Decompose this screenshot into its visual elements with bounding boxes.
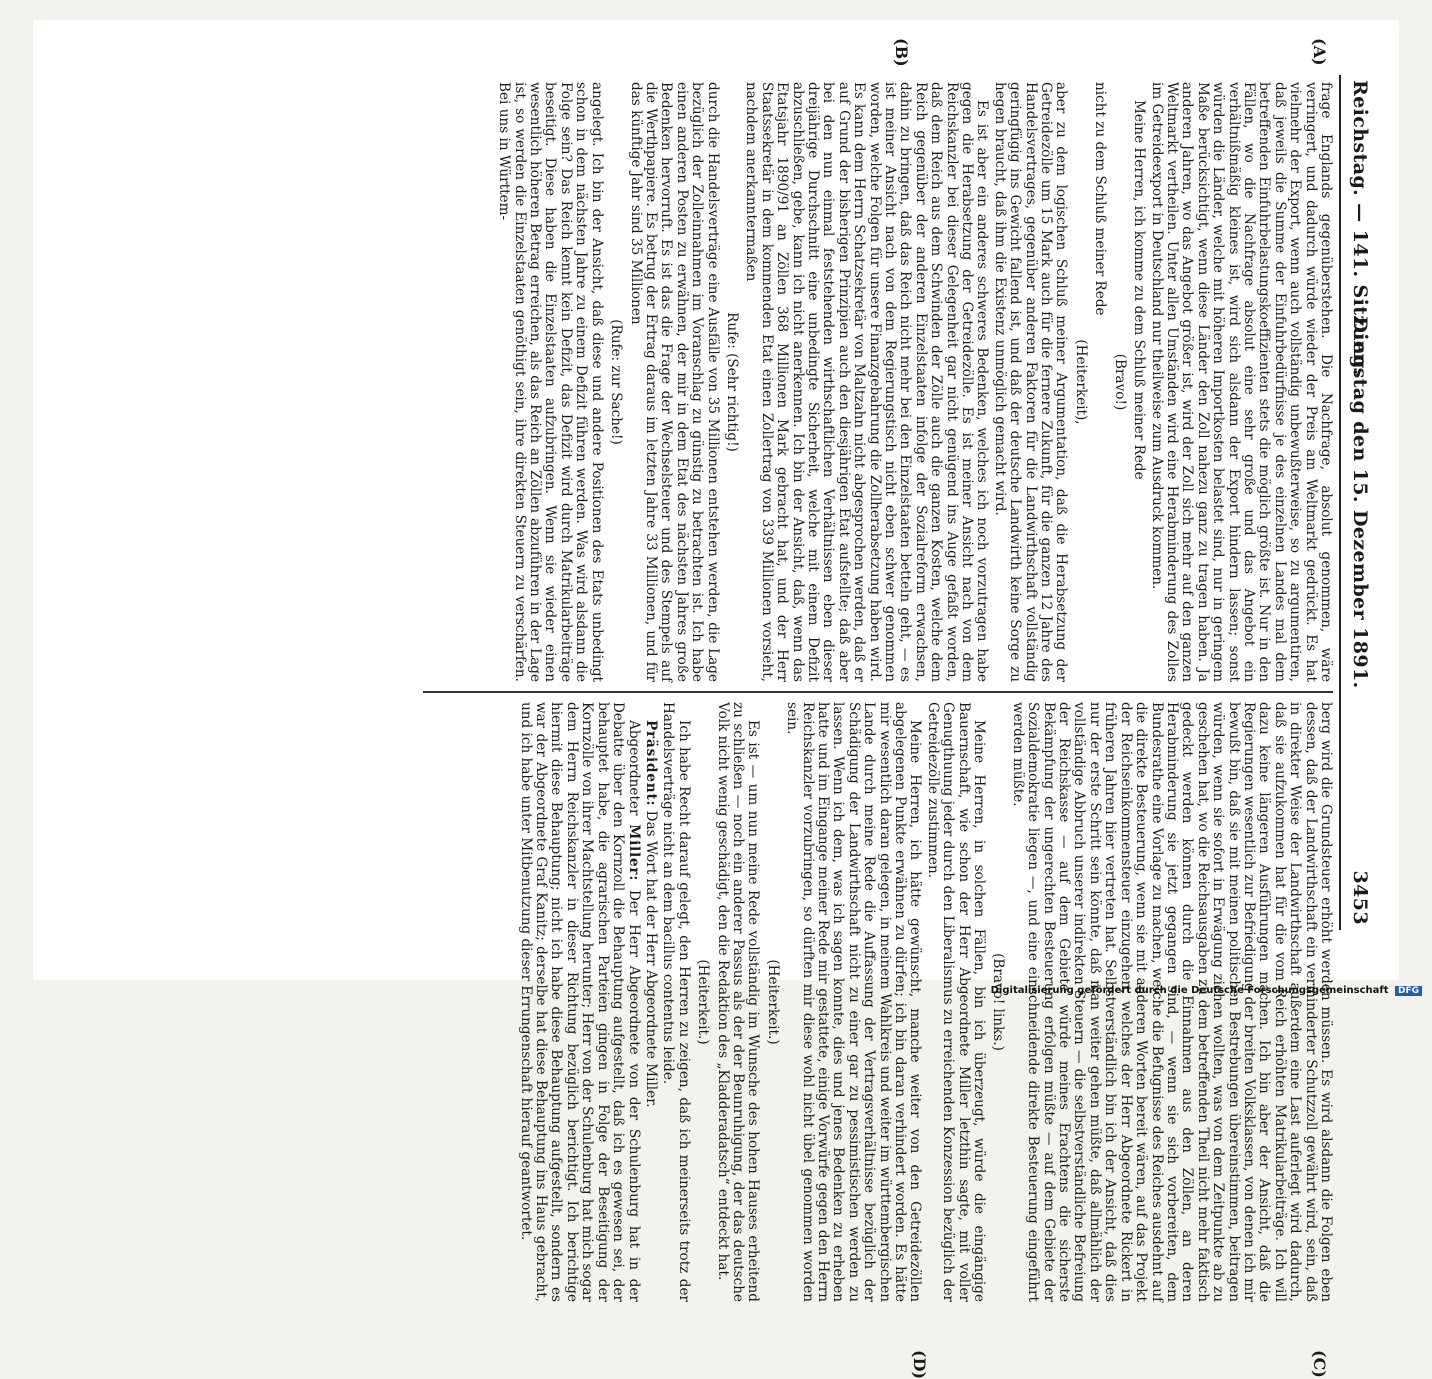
speaker-name: Miller:: [625, 824, 642, 882]
paragraph: nicht zu dem Schluß meiner Rede: [1092, 82, 1109, 316]
paragraph: Es ist aber ein anderes schweres Bedenken, welches ich noch vorzutragen habe gegen die Herabsetzung der Getreidezölle. Es ist meiner Ansicht nach von dem Reichskanzler bei dieser Gelegenheit gar nicht genügend ins Auge gefaßt worden, daß dem Reich aus dem Schwinden der Zölle auch die ganzen Kosten, welche dem Reich gegenüber der anderen Einzelstaaten infolge der Sozialreform erwachsen, dahin zu bringen, daß das Reich nicht mehr bei den Einzelstaaten betteln geht, — es ist meiner Ansicht nach von dem Regierungstisch nicht eben schwer genommen worden, welche Folgen für unsere Finanzgebahrung die Zollherabsetzung haben wird. Es kann dem Herrn Schatzsekretär von Maltzahn nicht abgesprochen werden, daß er auf Grund der bisherigen Prinzipien auch den diesjährigen Etat aufstellte; daß aber bei den nun einmal feststehenden wirthschaftlichen Verhältnissen eben dieser dreijährige Durchschnitt eine unbedingte Sicherheit, welche mit einem Defizit abzuschließen, gebe, kann ich nicht anerkennen. Ich bin der Ansicht, daß, wenn das Etatsjahr 1890/91 an Zöllen 368 Millionen Mark gebracht hat, und der Herr Staatssekretär in dem kommenden Etat einen Zollertrag von 339 Millionen vorsieht, nachdem anerkanntermaßen: [743, 82, 991, 682]
margin-marker-b: (B): [892, 38, 911, 67]
paragraph: frage Englands gegenüberstehen. Die Nachfrage, absolut genommen, wäre verringert, und dadurch würde wieder der Preis am Weltmarkt gedrückt. Es hat vielmehr der Export, wenn auch vollständig unbewußterweise, so zu argumentiren, daß jeweils die Summe der Einfuhrbedürfnisse je des einzelnen Landes mal dem betreffenden Einfuhrbelastungskoeffizienten stets die möglich größte ist. Nur in den Fällen, wo die Nachfrage absolut eine sehr große und das Angebot ein verhältnißmäßig kleines ist, wird sich alsdann der Export hindern lassen; sonst würden die Länder, welche mit höheren Importkosten belastet sind, nur in geringem Maße berücksichtigt, wenn diese Länder den Zoll nahezu ganz zu tragen haben. Ja anderen Jahren, wo das Angebot größer ist, wird der Zoll sich mehr auf den ganzen Weltmarkt vertheilen. Unter allen Umständen wird eine Herabminderung des Zolles im Getreideexport in Deutschland nur theilweise zum Ausdruck kommen.: [1148, 82, 1334, 682]
stage-direction: (Heiterkeit),: [1072, 339, 1089, 425]
margin-marker-c: (C): [1310, 1350, 1329, 1378]
paragraph: angelegt. Ich bin der Ansicht, daß diese und andere Positionen des Etats unbedingt schon in dem nächsten Jahre zu einem Defizit führen werden. Was wird alsdann die Folge sein? Das Reich kennt kein Defizit, das Defizit wird durch Matrikularbeiträge beseitigt. Diese haben die Einzelstaaten aufzubringen. Wenn sie wieder einen wesentlich höheren Betrag erreichen, als das Reich an Zöllen abzuführen in der Lage ist, so werden die Einzelstaaten genöthigt sein, ihre direkten Steuern zu verschärfen. Bei uns in Württem-: [496, 82, 605, 682]
paragraph: durch die Handelsverträge eine Ausfälle von 35 Millionen entstehen werden, die Lage bezüglich der Zolleinnahmen im Voranschlag zu günstig zu betrachten ist. Ich habe einen anderen Posten zu erwähnen, der mir in dem Etat des nächsten Jahres große Bedenken hervorruft. Es ist das die Frage der Wechselsteuer und des Stempels auf die Werthpapiere. Es betrug der Ertrag daraus im letzten Jahre 33 Millionen, und für das künftige Jahr sind 35 Millionen: [627, 82, 721, 682]
paragraph: Ich habe Recht darauf gelegt, den Herren zu zeigen, daß ich meinerseits trotz der Handelsverträge nicht an dem bacillus contentus leide.: [660, 702, 692, 1302]
margin-marker-a: (A): [1310, 38, 1329, 66]
header-date: Dienstag den 15. Dezember 1891.: [1349, 316, 1371, 689]
credit-text: Digitalisierung gefördert durch die Deutsche Forschungsgemeinschaft: [990, 985, 1389, 996]
paragraph: Es ist — um nun meine Rede vollständig im Wunsche des hohen Hauses erheitend zu schließen — noch ein anderer Passus als der der Beunruhigung, der das deutsche Volk nicht wenig geschädigt, den die Redaktion des „Kladderadatsch“ entdeckt hat.: [714, 702, 762, 1302]
dfg-logo: DFG: [1395, 986, 1422, 996]
speaker-paragraph: [517, 702, 640, 1302]
stage-direction: (Rufe: zur Sache!): [608, 319, 625, 445]
president-text: Das Wort hat der Herr Abgeordnete Miller.: [642, 810, 659, 1108]
stage-direction: (Heiterkeit.): [764, 959, 781, 1045]
paragraph: berg wird die Grundsteuer erhöht werden müssen. Es wird alsdann die Folgen eben dessen, daß der Landwirthschaft ein verminderter Schutzzoll gewährt wird, sein, daß in direkter Weise der Landwirthschaft außerdem eine Last auferlegt wird dadurch, daß sie aufzukommen hat für die vom Reich erhöhten Matrikularbeiträge. Ich will dazu keine längeren Ausführungen machen. Ich bin aber der Ansicht, daß die Regierungen wesentlich zur Befriedigung der breiten Volksklassen, von denen ich mir bewußt bin, daß sie mit meinen politischen Bestrebungen übereinstimmen, beitragen würden, wenn sie sofort in Erwägung ziehen wollten, was von dem Zeitpunkte ab zu geschehen hat, wo die Reichsausgaben zu dem betreffenden Theil nicht mehr faktisch gedeckt werden können durch die Einnahmen aus den Zöllen, an deren Herabminderung sie jetzt gegangen sind, — wenn sie sich vorbereiten, dem Bundesrathe eine Vorlage zu machen, welche die Befugnisse des Reiches ausdehnt auf die direkte Besteuerung, wenn sie mit anderen Worten bereit wären, auf das Projekt der Reichseinkommensteuer einzugehen, welches der Herr Abgeordnete Rickert in früheren Jahren hier vertreten hat. Selbstverständlich bin ich der Ansicht, daß dies nur der erste Schritt sein könnte, daß man weiter gehen müßte, daß allmählich der vollständige Abbruch unserer indirekten Steuern — die selbstverständliche Befreiung der Reichskasse — auf dem Gebiete würde meines Erachtens die sicherste Bekämpfung der ungerechten Besteuerung erfolgen müßte — auf dem Gebiete der Sozialdemokratie liegen —, und eine einschneidende direkte Besteuerung eingeführt werden müßte.: [1009, 702, 1334, 1303]
speaker-prefix: Abgeordneter: [625, 720, 642, 816]
speaker-president: Präsident:: [642, 720, 659, 807]
stage-direction: (Bravo! links.): [990, 953, 1007, 1051]
margin-marker-d: (D): [910, 1350, 929, 1379]
digitization-credit: [0, 985, 1422, 996]
stage-direction: (Heiterkeit.): [695, 959, 712, 1045]
left-column: [463, 82, 1333, 682]
stage-direction: (Bravo!): [1111, 353, 1128, 411]
header-session: Reichstag. — 141. Sitzung.: [1349, 80, 1371, 376]
stage-direction: Rufe: (Sehr richtig!): [723, 312, 740, 452]
paragraph: Meine Herren, in solchen Fällen, bin ich überzeugt, würde die eingängige Bauernschaft, wie schon der Herr Abgeordnete Miller letzthin sagte, mit voller Genugthuung jeder durch den Liberalismus zu erreichenden Konzession bezüglich der Getreidezölle zustimmen.: [924, 702, 988, 1302]
paragraph: aber zu dem logischen Schluß meiner Argumentation, daß die Herabsetzung der Getreidezölle um 15 Mark auch für die fernere Zukunft, für die ganzen 12 Jahre des Handelsvertrages, gegenüber anderen Faktoren für die Landwirthschaft vollständig geringfügig ins Gewicht fallend ist, und daß der deutsche Landwirth keine Sorge zu hegen braucht, daß ihm die Existenz unmöglich gemacht wird.: [991, 82, 1070, 682]
president-paragraph: [643, 702, 658, 1302]
page-number: 3453: [1349, 870, 1371, 925]
column-divider: [423, 691, 1333, 693]
header-rule: [1339, 75, 1341, 930]
paragraph: Meine Herren, ich hätte gewünscht, manche weiter von den Getreidezöllen abgelegenen Punkte erwähnen zu dürfen; ich bin daran verhindert worden. Es hätte mir wesentlich daran gelegen, in meinem Wahlkreis und weiter im württembergischen Lande durch meine Rede die Auffassung der Vertragsverhältnisse bezüglich der Schädigung der Landwirthschaft nicht zu einer gar zu pessimistischen werden zu lassen. Wenn ich dem, was ich sagen konnte, dies und jenes Bedenken zu erheben hatte und im Eingange meiner Rede mir gestattete, einige Vorwürfe gegen den Herrn Reichskanzler vorzubringen, so dürften mir diese wohl nicht übel genommen worden sein.: [784, 702, 924, 1302]
right-column: [463, 702, 1333, 1302]
speech-text: Der Herr Abgeordnete von der Schulenburg hat in der Debatte über den Kornzoll die Behauptung aufgestellt, daß ich es gewesen sei, der behauptet habe, die agrarischen Parteien gingen in Folge der Beseitigung der Kornzölle von ihrer Machtstellung herunter; Herr von der Schulenburg hat mich sogar dem Herrn Reichskanzler in dieser Richtung bezüglich berichtigt. Ich berichtige hiermit diese Behauptung; nicht ich habe diese Behauptung aufgestellt, sondern es war der Abgeordnete Graf Kanitz; derselbe hat diese Behauptung ins Haus gebracht, und ich habe unter Mitbenutzung dieser Errungenschaft hierauf geantwortet.: [517, 702, 642, 1302]
page-header: [1347, 80, 1371, 925]
paragraph: Meine Herren, ich komme zu dem Schluß meiner Rede: [1131, 100, 1148, 480]
